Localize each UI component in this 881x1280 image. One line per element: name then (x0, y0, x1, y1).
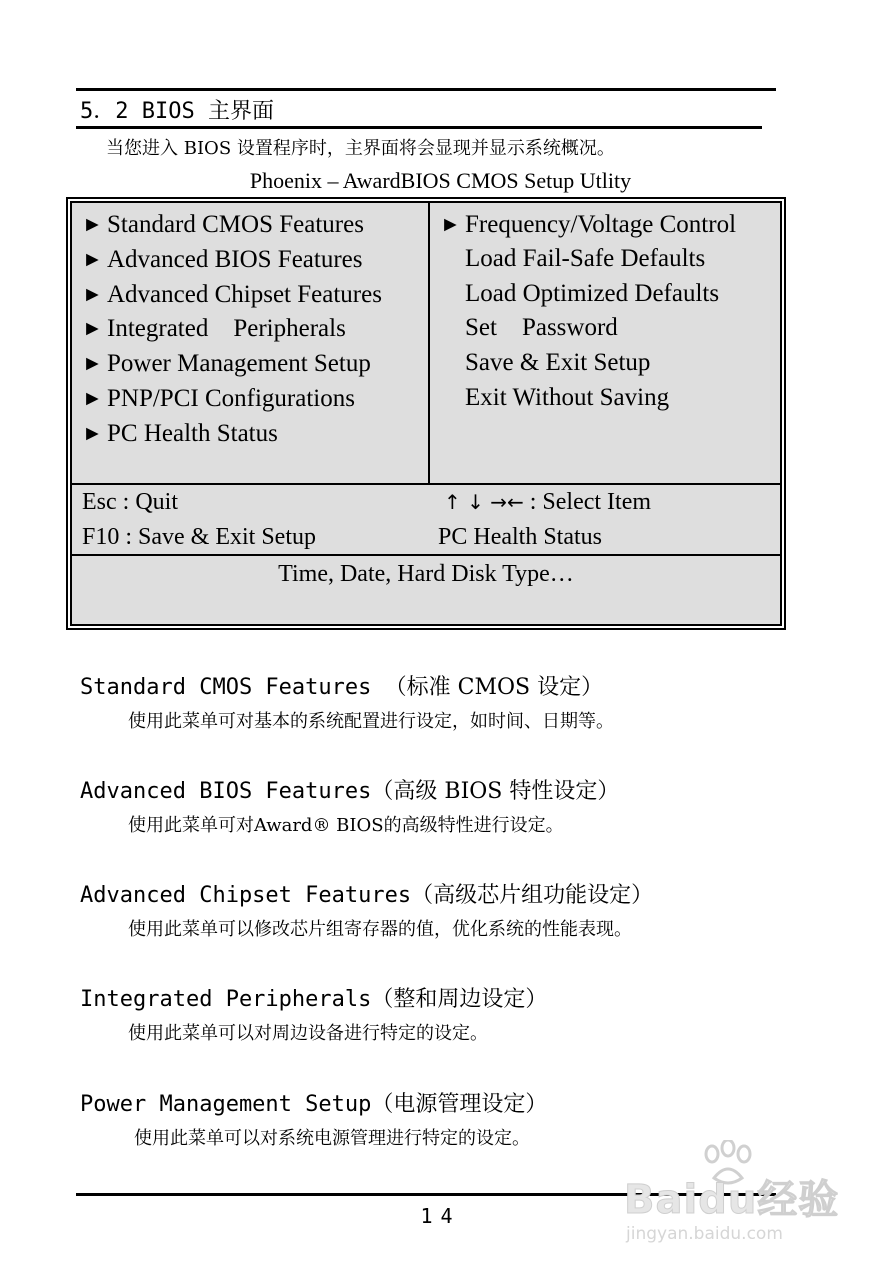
bios-menu-item[interactable] (440, 311, 736, 346)
bios-screen-panel (70, 201, 782, 626)
desc-title-integrated-peripherals: Integrated Peripherals（整和周边设定） (80, 987, 548, 1012)
bios-menu-item[interactable] (82, 311, 382, 346)
desc-body-integrated-peripherals: 使用此菜单可以对周边设备进行特定的设定。 (128, 1023, 488, 1044)
watermark-url: jingyan.baidu.com (626, 1224, 783, 1244)
intro-paragraph: 当您进入 BIOS 设置程序时，主界面将会显现并显示系统概况。 (106, 138, 615, 159)
bios-right-menu (440, 207, 736, 416)
bios-main-screen (66, 197, 786, 630)
bios-menu-item[interactable] (82, 346, 382, 381)
bios-menu-item-label: Frequency/Voltage Control (465, 211, 737, 238)
watermark-logo-text: Baidu经验 (624, 1177, 840, 1223)
bios-menu-item[interactable] (82, 381, 382, 416)
bios-menu-item-label: PNP/PCI Configurations (107, 384, 355, 412)
bios-menu-item-label: Exit Without Saving (465, 383, 670, 411)
bios-menu-item[interactable] (82, 277, 382, 312)
bios-menu-item[interactable] (440, 346, 736, 381)
bios-menu-item-label: Standard CMOS Features (107, 211, 364, 238)
page-number: 14 (420, 1204, 461, 1228)
bios-menu-item-label: PC Health Status (107, 419, 278, 447)
bios-menu-item-label: Advanced BIOS Features (107, 245, 363, 273)
menu-column-divider (428, 203, 430, 485)
submenu-arrow-icon: ► (82, 316, 103, 341)
desc-title-standard-cmos: Standard CMOS Features （标准 CMOS 设定） (80, 675, 604, 700)
select-item-label: : Select Item (523, 489, 652, 515)
section-heading: 5．2 BIOS 主界面 (80, 99, 274, 124)
desc-title-power-management: Power Management Setup（电源管理设定） (80, 1092, 548, 1117)
bios-title: Phoenix – AwardBIOS CMOS Setup Utlity (249, 168, 632, 193)
status-f10-save-exit: F10 : Save & Exit Setup (82, 524, 316, 550)
submenu-arrow-icon: ► (82, 385, 103, 410)
desc-body-advanced-chipset: 使用此菜单可以修改芯片组寄存器的值，优化系统的性能表现。 (128, 919, 632, 940)
desc-title-advanced-bios: Advanced BIOS Features（高级 BIOS 特性设定） (80, 779, 620, 804)
bios-menu-item-label: Power Management Setup (107, 350, 371, 378)
heading-rule (76, 126, 762, 129)
top-rule (76, 88, 776, 91)
bios-menu-item[interactable] (440, 207, 736, 242)
bios-menu-item-label: Advanced Chipset Features (107, 280, 382, 308)
submenu-arrow-icon: ► (82, 246, 103, 271)
bios-menu-item-label: Load Fail-Safe Defaults (465, 244, 706, 272)
bios-menu-item[interactable] (82, 207, 382, 242)
bios-help-text: Time, Date, Hard Disk Type… (278, 561, 574, 587)
status-select-item (444, 489, 651, 516)
bios-menu-item-label: Set Password (465, 314, 618, 342)
bios-menu-item[interactable] (440, 242, 736, 277)
bios-menu-item-label: Save & Exit Setup (465, 349, 651, 377)
submenu-arrow-icon: ► (82, 281, 103, 306)
submenu-arrow-icon: ► (440, 212, 461, 236)
bios-menu-item-label: Integrated Peripherals (107, 315, 346, 343)
submenu-arrow-icon: ► (82, 351, 103, 376)
status-help-divider (72, 554, 780, 556)
status-current-item: PC Health Status (438, 524, 603, 550)
baidu-watermark (624, 1140, 844, 1250)
submenu-arrow-icon: ► (82, 420, 103, 445)
arrow-keys-icon: ↑ ↓ →← (444, 490, 524, 514)
desc-body-power-management: 使用此菜单可以对系统电源管理进行特定的设定。 (134, 1128, 530, 1149)
submenu-arrow-icon: ► (82, 212, 103, 236)
desc-body-standard-cmos: 使用此菜单可对基本的系统配置进行设定，如时间、日期等。 (128, 711, 614, 732)
bios-menu-item[interactable] (82, 242, 382, 277)
bios-menu-item-label: Load Optimized Defaults (465, 279, 720, 307)
desc-body-advanced-bios: 使用此菜单可对Award® BIOS的高级特性进行设定。 (128, 815, 564, 836)
status-esc-quit: Esc : Quit (82, 489, 178, 515)
bios-menu-item[interactable] (440, 381, 736, 416)
bios-left-menu (82, 207, 382, 451)
bios-menu-item[interactable] (82, 416, 382, 451)
menu-status-divider (72, 483, 780, 485)
bios-menu-item[interactable] (440, 277, 736, 312)
desc-title-advanced-chipset: Advanced Chipset Features（高级芯片组功能设定） (80, 883, 654, 908)
